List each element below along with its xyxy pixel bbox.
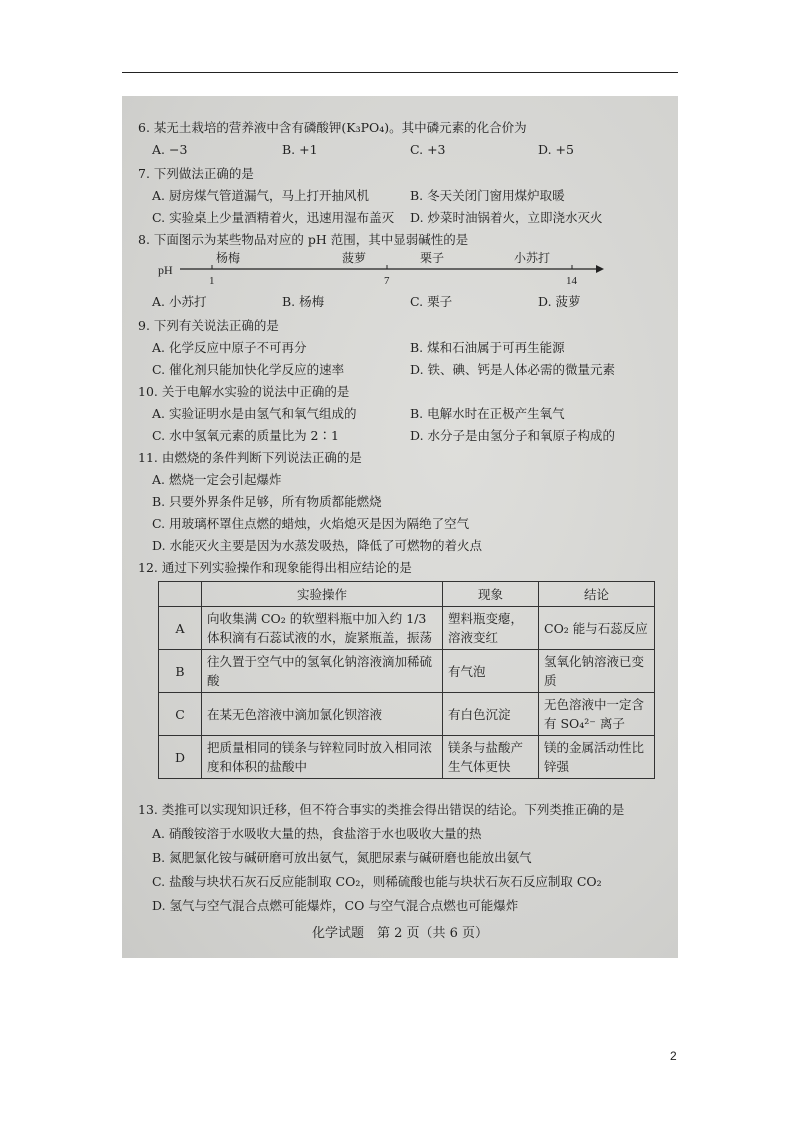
row-phenomenon: 有气泡 (443, 650, 539, 693)
ph-item-xiaosuda: 小苏打 (514, 251, 551, 265)
page-footer: 化学试题 第 2 页（共 6 页） (311, 926, 489, 941)
header-cell-conclusion: 结论 (539, 582, 655, 607)
scanned-page (122, 96, 678, 958)
q13-option-d: D. 氢气与空气混合点燃可能爆炸，CO 与空气混合点燃也可能爆炸 (152, 898, 519, 913)
header-cell-phenomenon: 现象 (443, 582, 539, 607)
row-conclusion: CO₂ 能与石蕊反应 (539, 607, 655, 650)
table-row (159, 736, 655, 779)
q6-option-c: C. +3 (410, 142, 446, 157)
q10-option-d: D. 水分子是由氢分子和氧原子构成的 (410, 428, 616, 443)
header-cell-operation: 实验操作 (202, 582, 443, 607)
row-operation: 在某无色溶液中滴加氯化钡溶液 (202, 693, 443, 736)
ph-item-boluo: 菠萝 (342, 251, 367, 265)
row-operation: 把质量相同的镁条与锌粒同时放入相同浓度和体积的盐酸中 (202, 736, 443, 779)
q10-option-a: A. 实验证明水是由氢气和氧气组成的 (152, 406, 357, 421)
q13-option-c: C. 盐酸与块状石灰石反应能制取 CO₂，则稀硫酸也能与块状石灰石反应制取 CO₂ (152, 874, 602, 889)
q13-option-a: A. 硝酸铵溶于水吸收大量的热，食盐溶于水也吸收大量的热 (152, 826, 482, 841)
q8-option-a: A. 小苏打 (152, 294, 207, 309)
q8-option-b: B. 杨梅 (282, 294, 325, 309)
q10-option-c: C. 水中氢氧元素的质量比为 2∶1 (152, 428, 339, 443)
top-rule (122, 72, 678, 73)
q9-option-c: C. 催化剂只能加快化学反应的速率 (152, 362, 345, 377)
q6-option-d: D. +5 (538, 142, 574, 157)
row-operation: 往久置于空气中的氢氧化钠溶液滴加稀硫酸 (202, 650, 443, 693)
q13-stem: 13. 类推可以实现知识迁移，但不符合事实的类推会得出错误的结论。下列类推正确的是 (138, 802, 625, 817)
q8-stem: 8. 下面图示为某些物品对应的 pH 范围，其中显弱碱性的是 (138, 232, 469, 247)
q10-option-b: B. 电解水时在正极产生氧气 (410, 406, 565, 421)
q9-stem: 9. 下列有关说法正确的是 (138, 318, 279, 333)
table-row (159, 693, 655, 736)
q7-option-b: B. 冬天关闭门窗用煤炉取暖 (410, 188, 565, 203)
q7-option-a: A. 厨房煤气管道漏气，马上打开抽风机 (152, 188, 369, 203)
row-conclusion: 氢氧化钠溶液已变质 (539, 650, 655, 693)
q12-stem: 12. 通过下列实验操作和现象能得出相应结论的是 (138, 560, 412, 575)
row-phenomenon: 镁条与盐酸产生气体更快 (443, 736, 539, 779)
q10-stem: 10. 关于电解水实验的说法中正确的是 (138, 384, 350, 399)
ph-tick-label-7: 7 (384, 275, 390, 287)
ph-scale-diagram (152, 248, 612, 290)
ph-tick-label-14: 14 (566, 275, 577, 287)
ph-tick-label-1: 1 (209, 275, 215, 287)
q7-option-c: C. 实验桌上少量酒精着火，迅速用湿布盖灭 (152, 210, 395, 225)
q13-option-b: B. 氮肥氯化铵与碱研磨可放出氨气，氮肥尿素与碱研磨也能放出氨气 (152, 850, 532, 865)
row-phenomenon: 有白色沉淀 (443, 693, 539, 736)
q8-option-d: D. 菠萝 (538, 294, 581, 309)
ph-axis-arrow (596, 265, 604, 273)
q11-option-a: A. 燃烧一定会引起爆炸 (152, 472, 282, 487)
q12-table (158, 581, 655, 779)
q9-option-a: A. 化学反应中原子不可再分 (152, 340, 307, 355)
table-header-row (159, 582, 655, 607)
header-cell-label (159, 582, 202, 607)
q9-option-b: B. 煤和石油属于可再生能源 (410, 340, 565, 355)
q11-option-b: B. 只要外界条件足够，所有物质都能燃烧 (152, 494, 382, 509)
row-operation: 向收集满 CO₂ 的软塑料瓶中加入约 1/3 体积滴有石蕊试液的水，旋紧瓶盖，振荡 (202, 607, 443, 650)
row-label: C (159, 693, 202, 736)
q9-option-d: D. 铁、碘、钙是人体必需的微量元素 (410, 362, 616, 377)
q7-option-d: D. 炒菜时油锅着火，立即浇水灭火 (410, 210, 603, 225)
row-phenomenon: 塑料瓶变瘪，溶液变红 (443, 607, 539, 650)
q7-stem: 7. 下列做法正确的是 (138, 166, 254, 181)
ph-label: pH (158, 263, 173, 277)
page-number: 2 (670, 1049, 677, 1063)
q6-stem: 6. 某无土栽培的营养液中含有磷酸钾(K₃PO₄)。其中磷元素的化合价为 (138, 120, 527, 135)
ph-item-yangmei: 杨梅 (216, 251, 241, 265)
ph-item-lizi: 栗子 (420, 251, 445, 265)
q11-option-d: D. 水能灭火主要是因为水蒸发吸热，降低了可燃物的着火点 (152, 538, 483, 553)
row-label: B (159, 650, 202, 693)
table-row (159, 607, 655, 650)
q6-option-a: A. −3 (152, 142, 188, 157)
q11-stem: 11. 由燃烧的条件判断下列说法正确的是 (138, 450, 362, 465)
row-label: D (159, 736, 202, 779)
row-label: A (159, 607, 202, 650)
table-row (159, 650, 655, 693)
q6-option-b: B. +1 (282, 142, 318, 157)
row-conclusion: 无色溶液中一定含有 SO₄²⁻ 离子 (539, 693, 655, 736)
q8-option-c: C. 栗子 (410, 294, 453, 309)
row-conclusion: 镁的金属活动性比锌强 (539, 736, 655, 779)
q11-option-c: C. 用玻璃杯罩住点燃的蜡烛，火焰熄灭是因为隔绝了空气 (152, 516, 470, 531)
